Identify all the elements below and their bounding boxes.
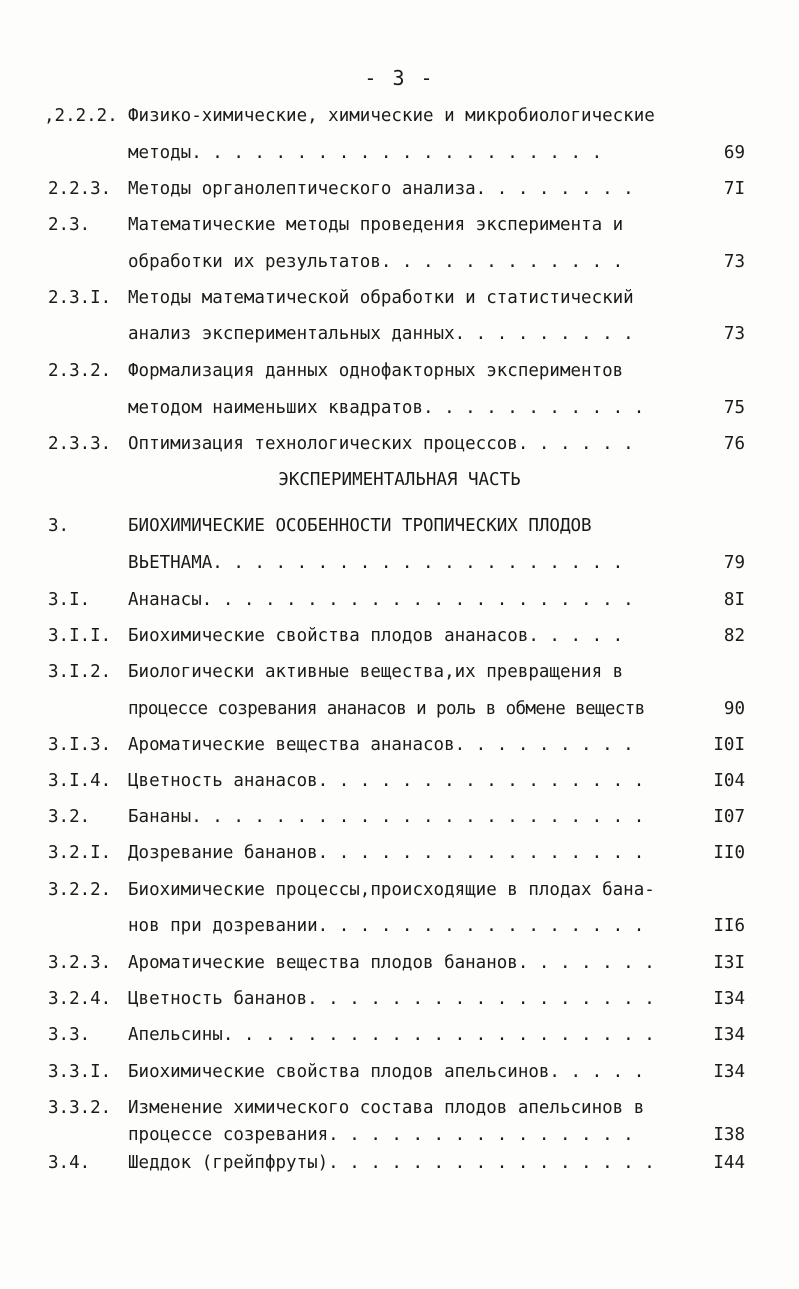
toc-title: Бананы. . . . . . . . . . . . . . . . . . . . . . — [128, 807, 645, 827]
toc-title: Физико-химические, химические и микробиологические — [128, 106, 655, 126]
toc-line — [0, 139, 799, 167]
toc-page: 8I — [723, 590, 745, 610]
toc-line — [0, 803, 799, 831]
toc-number: 2.2.3. — [48, 179, 112, 199]
toc-number: 3.4. — [48, 1153, 91, 1173]
toc-line — [0, 767, 799, 795]
toc-line — [0, 912, 799, 940]
toc-number: 3.I.2. — [48, 662, 112, 682]
toc-title: ВЬЕТНАМА. . . . . . . . . . . . . . . . . . . . — [128, 553, 624, 573]
toc-page: 75 — [723, 398, 745, 418]
toc-title: Биологически активные вещества,их превращения в — [128, 662, 624, 682]
toc-page: I0I — [713, 735, 745, 755]
toc-number: 3.2.3. — [48, 953, 112, 973]
toc-line — [0, 394, 799, 422]
toc-page: 73 — [723, 252, 745, 272]
toc-number: 3.3. — [48, 1025, 91, 1045]
page-number: - 3 - — [364, 66, 435, 90]
toc-line — [0, 1058, 799, 1086]
toc-line — [0, 949, 799, 977]
toc-number: 3.I.4. — [48, 771, 112, 791]
toc-page: 76 — [723, 434, 745, 454]
toc-line — [0, 1021, 799, 1049]
toc-title: Математические методы проведения эксперимента и — [128, 215, 624, 235]
toc-page: 90 — [723, 699, 745, 719]
toc-title: Методы органолептического анализа. . . . . . . . — [128, 179, 634, 199]
toc-title: анализ экспериментальных данных. . . . . . . . . — [128, 324, 634, 344]
toc-page: II0 — [713, 843, 745, 863]
toc-title: процессе созревания. . . . . . . . . . . . . . . — [128, 1125, 634, 1145]
toc-title: Оптимизация технологических процессов. . . . . . — [128, 434, 634, 454]
toc-page: II6 — [713, 916, 745, 936]
toc-page: 73 — [723, 324, 745, 344]
toc-number: 2.3.3. — [48, 434, 112, 454]
toc-title: Шеддок (грейпфруты). . . . . . . . . . . . . . . . — [128, 1153, 655, 1173]
toc-title: Цветность ананасов. . . . . . . . . . . . . . . . — [128, 771, 645, 791]
toc-page: I38 — [713, 1125, 745, 1145]
toc-line — [0, 211, 799, 239]
toc-number: 3.3.I. — [48, 1062, 112, 1082]
toc-number: 3. — [48, 516, 70, 536]
toc-line — [0, 549, 799, 577]
toc-line — [0, 248, 799, 276]
toc-line — [0, 175, 799, 203]
toc-title: Ароматические вещества плодов бананов. . . . . . . — [128, 953, 655, 973]
toc-title: Ананасы. . . . . . . . . . . . . . . . . . . . . — [128, 590, 634, 610]
toc-page: 82 — [723, 626, 745, 646]
toc-number: 3.2. — [48, 807, 91, 827]
toc-line — [0, 985, 799, 1013]
toc-number: 3.I.3. — [48, 735, 112, 755]
section-heading: ЭКСПЕРИМЕНТАЛЬНАЯ ЧАСТЬ — [278, 470, 521, 490]
toc-line — [0, 1121, 799, 1149]
toc-title: методом наименьших квадратов. . . . . . . . . . . — [128, 398, 645, 418]
toc-number: 3.2.I. — [48, 843, 112, 863]
toc-line — [0, 512, 799, 540]
toc-line — [0, 102, 799, 130]
toc-page: 7I — [723, 179, 745, 199]
toc-page: 69 — [723, 143, 745, 163]
toc-page: I34 — [713, 989, 745, 1009]
toc-line — [0, 839, 799, 867]
toc-title: Биохимические свойства плодов апельсинов. . . . . — [128, 1062, 645, 1082]
toc-line — [0, 430, 799, 458]
toc-page: I34 — [713, 1025, 745, 1045]
toc-number: 3.I. — [48, 590, 91, 610]
toc-title: БИОХИМИЧЕСКИЕ ОСОБЕННОСТИ ТРОПИЧЕСКИХ ПЛОДОВ — [128, 516, 592, 536]
toc-title: Биохимические процессы,происходящие в плодах бана- — [128, 880, 655, 900]
toc-line — [0, 731, 799, 759]
toc-page: 79 — [723, 553, 745, 573]
toc-number: 3.2.2. — [48, 880, 112, 900]
toc-line — [0, 1149, 799, 1177]
toc-title: Цветность бананов. . . . . . . . . . . . . . . . . — [128, 989, 655, 1009]
toc-number: 2.3.I. — [48, 288, 112, 308]
toc-page: I04 — [713, 771, 745, 791]
toc-number: 3.2.4. — [48, 989, 112, 1009]
toc-line — [0, 876, 799, 904]
toc-line — [0, 320, 799, 348]
toc-page: I3I — [713, 953, 745, 973]
toc-line — [0, 357, 799, 385]
toc-title: обработки их результатов. . . . . . . . . . . . — [128, 252, 624, 272]
toc-line — [0, 622, 799, 650]
toc-title: Апельсины. . . . . . . . . . . . . . . . . . . . . — [128, 1025, 655, 1045]
toc-number: 3.I.I. — [48, 626, 112, 646]
toc-line — [0, 658, 799, 686]
toc-title: Изменение химического состава плодов апельсинов в — [128, 1098, 645, 1118]
toc-line — [0, 1094, 799, 1122]
toc-line — [0, 695, 799, 723]
toc-page: I07 — [713, 807, 745, 827]
toc-page: I34 — [713, 1062, 745, 1082]
toc-title: Биохимические свойства плодов ананасов. . . . . — [128, 626, 624, 646]
toc-title: Ароматические вещества ананасов. . . . . . . . . — [128, 735, 634, 755]
toc-number: ,2.2.2. — [44, 106, 118, 126]
toc-line — [0, 284, 799, 312]
toc-title: Методы математической обработки и статистический — [128, 288, 634, 308]
toc-page: I44 — [713, 1153, 745, 1173]
toc-title: методы. . . . . . . . . . . . . . . . . . . . — [128, 143, 603, 163]
toc-number: 2.3. — [48, 215, 91, 235]
toc-title: нов при дозревании. . . . . . . . . . . . . . . . — [128, 916, 645, 936]
toc-title: Формализация данных однофакторных экспериментов — [128, 361, 624, 381]
toc-line — [0, 586, 799, 614]
toc-title: Дозревание бананов. . . . . . . . . . . . . . . . — [128, 843, 645, 863]
toc-number: 2.3.2. — [48, 361, 112, 381]
toc-number: 3.3.2. — [48, 1098, 112, 1118]
toc-title: процессе созревания ананасов и роль в обмене веществ — [128, 699, 645, 719]
